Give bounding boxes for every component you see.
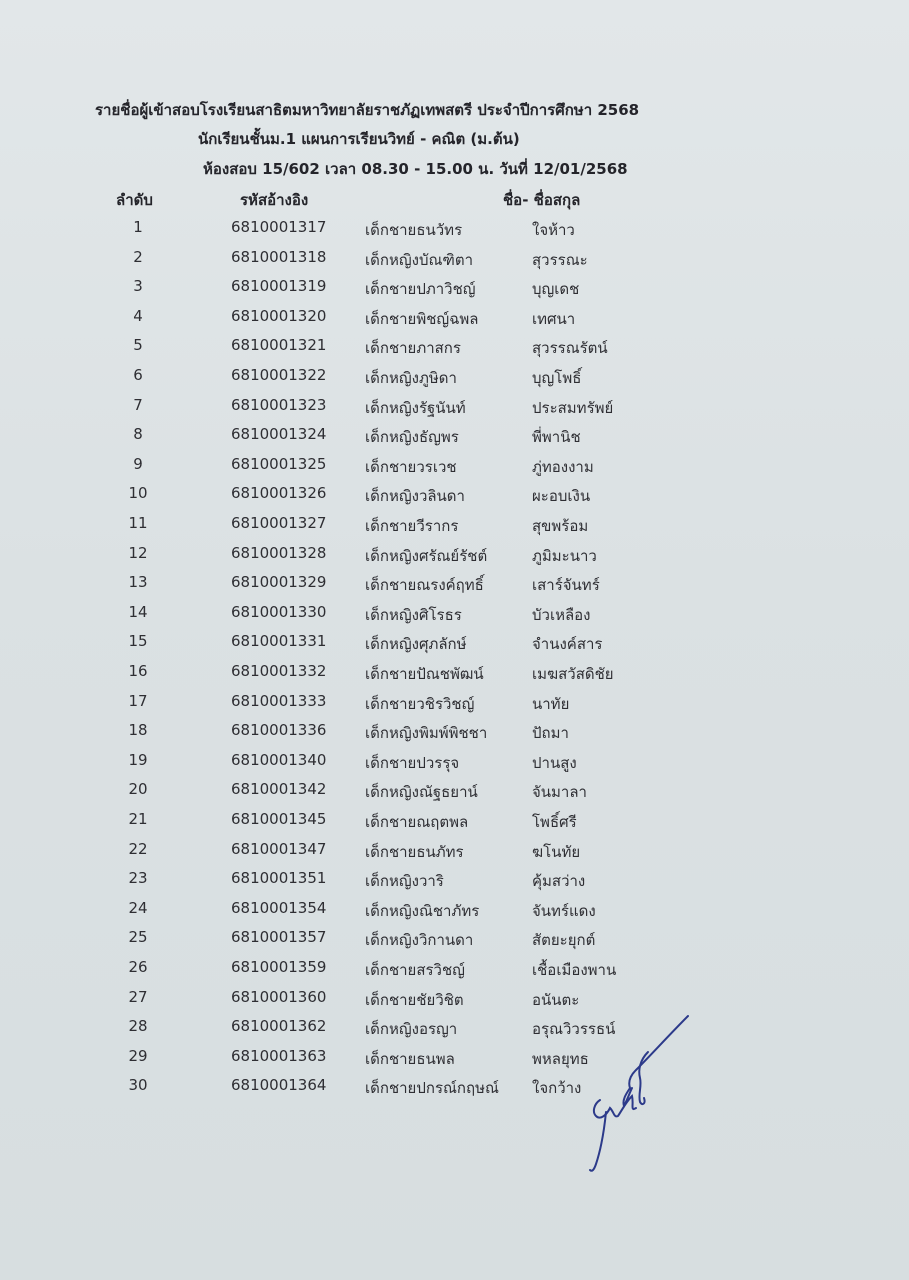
student-first-name: เด็กหญิงศรัณย์รัชต์ [365, 547, 488, 565]
reference-code: 6810001324 [231, 425, 327, 443]
student-first-name: เด็กหญิงอรญา [365, 1020, 458, 1038]
column-header-code: รหัสอ้างอิง [240, 191, 309, 209]
reference-code: 6810001318 [231, 248, 327, 266]
document-subtitle: นักเรียนชั้นม.1 แผนการเรียนวิทย์ - คณิต (ม.ต้น) [198, 130, 520, 148]
document-title: รายชื่อผู้เข้าสอบโรงเรียนสาธิตมหาวิทยาลัยราชภัฏเทพสตรี ประจำปีการศึกษา 2568 [95, 101, 640, 119]
row-number: 20 [128, 780, 148, 798]
student-first-name: เด็กหญิงณิชาภัทร [365, 902, 480, 920]
table-row [0, 248, 909, 278]
student-first-name: เด็กหญิงภูษิดา [365, 369, 457, 387]
student-first-name: เด็กชายณรงค์ฤทธิ์ [365, 576, 484, 594]
reference-code: 6810001345 [231, 810, 327, 828]
reference-code: 6810001359 [231, 958, 327, 976]
table-row [0, 1047, 909, 1077]
reference-code: 6810001342 [231, 780, 327, 798]
table-row [0, 899, 909, 929]
student-last-name: สุขพร้อม [532, 517, 589, 535]
table-row [0, 396, 909, 426]
reference-code: 6810001321 [231, 336, 327, 354]
student-first-name: เด็กชายภาสกร [365, 339, 461, 357]
reference-code: 6810001328 [231, 544, 327, 562]
row-number: 15 [128, 632, 148, 650]
student-first-name: เด็กชายพิชญ์ฉพล [365, 310, 479, 328]
row-number: 23 [128, 869, 148, 887]
student-first-name: เด็กชายปกรณ์กฤษณ์ [365, 1079, 499, 1097]
table-row [0, 988, 909, 1018]
row-number: 28 [128, 1017, 148, 1035]
student-first-name: เด็กหญิงธัญพร [365, 428, 459, 446]
student-first-name: เด็กชายปวรรุจ [365, 754, 460, 772]
row-number: 12 [128, 544, 148, 562]
student-last-name: เทศนา [532, 310, 576, 328]
reference-code: 6810001320 [231, 307, 327, 325]
reference-code: 6810001332 [231, 662, 327, 680]
row-number: 26 [128, 958, 148, 976]
row-number: 10 [128, 484, 148, 502]
table-row [0, 928, 909, 958]
reference-code: 6810001323 [231, 396, 327, 414]
student-last-name: จำนงค์สาร [532, 635, 603, 653]
row-number: 9 [133, 455, 143, 473]
row-number: 14 [128, 603, 148, 621]
student-first-name: เด็กหญิงรัฐนันท์ [365, 399, 466, 417]
table-row [0, 632, 909, 662]
reference-code: 6810001319 [231, 277, 327, 295]
row-number: 29 [128, 1047, 148, 1065]
student-first-name: เด็กชายปัณชพัฒน์ [365, 665, 484, 683]
column-header-name: ชื่อ- ชื่อสกุล [503, 191, 581, 209]
row-number: 21 [128, 810, 148, 828]
reference-code: 6810001325 [231, 455, 327, 473]
table-row [0, 751, 909, 781]
row-number: 27 [128, 988, 148, 1006]
student-last-name: ปัถมา [532, 724, 569, 742]
handwritten-signature [570, 1012, 700, 1177]
row-number: 7 [133, 396, 143, 414]
student-last-name: จันทร์แดง [532, 902, 596, 920]
reference-code: 6810001326 [231, 484, 327, 502]
reference-code: 6810001317 [231, 218, 327, 236]
table-row [0, 484, 909, 514]
row-number: 1 [133, 218, 143, 236]
reference-code: 6810001360 [231, 988, 327, 1006]
student-last-name: ใจห้าว [532, 221, 575, 239]
student-first-name: เด็กชายธนวัทร [365, 221, 463, 239]
table-row [0, 840, 909, 870]
student-first-name: เด็กหญิงพิมพ์พิชชา [365, 724, 488, 742]
student-first-name: เด็กหญิงณัฐธยาน์ [365, 783, 478, 801]
row-number: 19 [128, 751, 148, 769]
table-row [0, 307, 909, 337]
student-last-name: เชื้อเมืองพาน [532, 961, 617, 979]
table-row [0, 455, 909, 485]
row-number: 6 [133, 366, 143, 384]
student-last-name: ภู่ทองงาม [532, 458, 594, 476]
student-last-name: พหลยุทธ [532, 1050, 589, 1068]
table-row [0, 958, 909, 988]
table-row [0, 573, 909, 603]
reference-code: 6810001333 [231, 692, 327, 710]
row-number: 17 [128, 692, 148, 710]
table-row [0, 603, 909, 633]
student-last-name: สัตยะยุกต์ [532, 931, 596, 949]
reference-code: 6810001327 [231, 514, 327, 532]
student-last-name: ประสมทรัพย์ [532, 399, 614, 417]
student-last-name: อรุณวิวรรธน์ [532, 1020, 616, 1038]
reference-code: 6810001330 [231, 603, 327, 621]
student-last-name: บุญเดช [532, 280, 580, 298]
table-row [0, 721, 909, 751]
student-last-name: คุ้มสว่าง [532, 872, 586, 890]
student-last-name: บัวเหลือง [532, 606, 591, 624]
column-header-no: ลำดับ [116, 191, 153, 209]
row-number: 18 [128, 721, 148, 739]
student-last-name: ปานสูง [532, 754, 577, 772]
student-last-name: ภูมิมะนาว [532, 547, 597, 565]
reference-code: 6810001364 [231, 1076, 327, 1094]
reference-code: 6810001329 [231, 573, 327, 591]
student-first-name: เด็กชายสรวิชญ์ [365, 961, 465, 979]
student-last-name: โพธิ์ศรี [532, 813, 577, 831]
reference-code: 6810001336 [231, 721, 327, 739]
student-first-name: เด็กชายชัยวิชิต [365, 991, 464, 1009]
student-first-name: เด็กชายธนภัทร [365, 843, 464, 861]
row-number: 13 [128, 573, 148, 591]
table-row [0, 544, 909, 574]
student-first-name: เด็กหญิงวิกานดา [365, 931, 474, 949]
student-first-name: เด็กหญิงบัณฑิตา [365, 251, 473, 269]
reference-code: 6810001340 [231, 751, 327, 769]
student-first-name: เด็กหญิงศิโรธร [365, 606, 462, 624]
student-last-name: สุวรรณะ [532, 251, 588, 269]
student-first-name: เด็กหญิงวลินดา [365, 487, 465, 505]
student-last-name: สุวรรณรัตน์ [532, 339, 608, 357]
row-number: 22 [128, 840, 148, 858]
row-number: 2 [133, 248, 143, 266]
student-first-name: เด็กชายวชิรวิชญ์ [365, 695, 475, 713]
student-last-name: นาทัย [532, 695, 570, 713]
table-row [0, 780, 909, 810]
student-last-name: ฆโนทัย [532, 843, 581, 861]
table-row [0, 425, 909, 455]
student-last-name: ใจกว้าง [532, 1079, 582, 1097]
student-last-name: บุญโพธิ์ [532, 369, 582, 387]
student-first-name: เด็กชายธนพล [365, 1050, 455, 1068]
table-row [0, 336, 909, 366]
student-first-name: เด็กหญิงศุภลักษ์ [365, 635, 467, 653]
row-number: 3 [133, 277, 143, 295]
table-row [0, 218, 909, 248]
student-first-name: เด็กชายณฤตพล [365, 813, 469, 831]
row-number: 8 [133, 425, 143, 443]
row-number: 16 [128, 662, 148, 680]
table-row [0, 366, 909, 396]
reference-code: 6810001357 [231, 928, 327, 946]
table-row [0, 277, 909, 307]
reference-code: 6810001331 [231, 632, 327, 650]
row-number: 11 [128, 514, 148, 532]
table-row [0, 810, 909, 840]
reference-code: 6810001322 [231, 366, 327, 384]
table-row [0, 1017, 909, 1047]
student-last-name: จันมาลา [532, 783, 587, 801]
student-last-name: เมฆสวัสดิชัย [532, 665, 614, 683]
row-number: 5 [133, 336, 143, 354]
reference-code: 6810001347 [231, 840, 327, 858]
table-row [0, 869, 909, 899]
student-last-name: ผะอบเงิน [532, 487, 591, 505]
student-first-name: เด็กชายวรเวช [365, 458, 457, 476]
reference-code: 6810001354 [231, 899, 327, 917]
student-last-name: อนันตะ [532, 991, 580, 1009]
exam-room-info: ห้องสอบ 15/602 เวลา 08.30 - 15.00 น. วันที่ 12/01/2568 [203, 160, 628, 178]
student-last-name: เสาร์จันทร์ [532, 576, 600, 594]
row-number: 24 [128, 899, 148, 917]
table-row [0, 514, 909, 544]
student-first-name: เด็กชายปภาวิชญ์ [365, 280, 476, 298]
reference-code: 6810001351 [231, 869, 327, 887]
reference-code: 6810001362 [231, 1017, 327, 1035]
student-last-name: พี่พานิช [532, 428, 581, 446]
row-number: 25 [128, 928, 148, 946]
row-number: 30 [128, 1076, 148, 1094]
student-first-name: เด็กชายวีรากร [365, 517, 459, 535]
student-first-name: เด็กหญิงวาริ [365, 872, 444, 890]
row-number: 4 [133, 307, 143, 325]
table-row [0, 662, 909, 692]
table-row [0, 1076, 909, 1106]
table-row [0, 692, 909, 722]
reference-code: 6810001363 [231, 1047, 327, 1065]
